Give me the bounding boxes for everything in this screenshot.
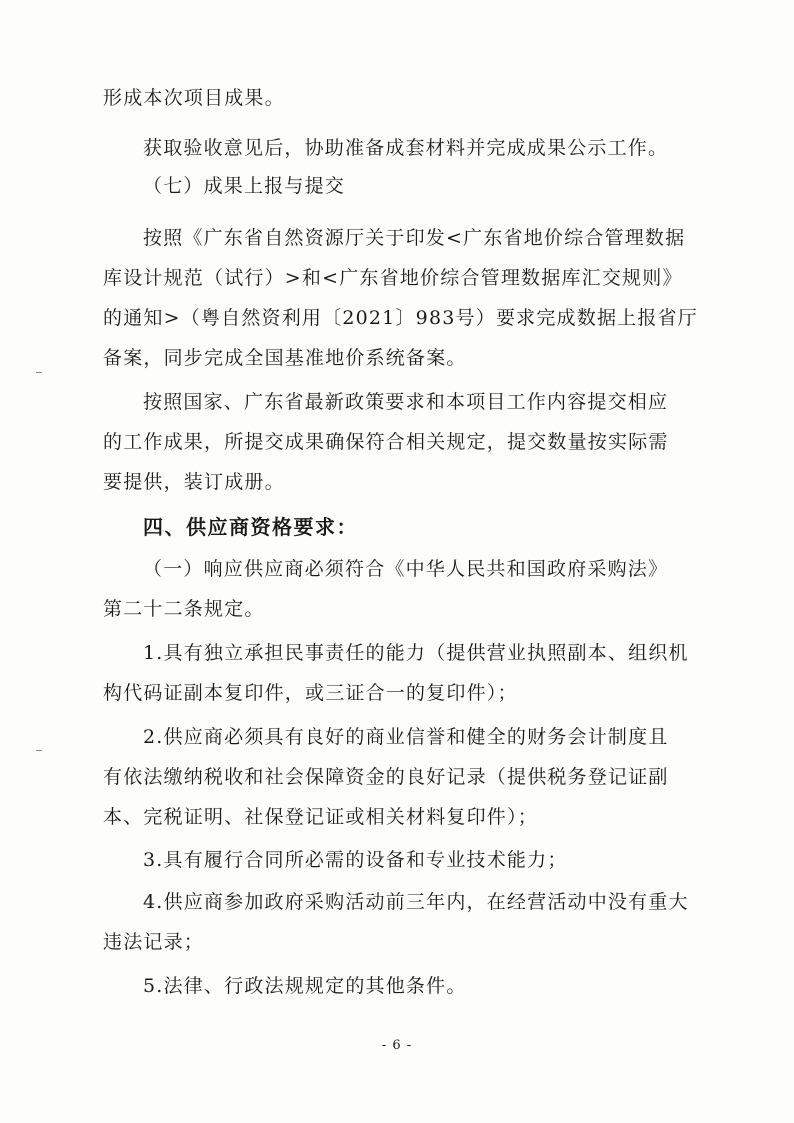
section-heading: 四、供应商资格要求：	[143, 515, 358, 539]
paragraph-line: 本、完税证明、社保登记证或相关材料复印件）；	[103, 806, 538, 828]
paragraph-line: 2.供应商必须具有良好的商业信誉和健全的财务会计制度且	[143, 726, 669, 748]
paragraph-line: 要提供，装订成册。	[103, 471, 285, 493]
paragraph-line: 违法记录；	[103, 931, 205, 953]
paragraph-line: 的通知>（粤自然资利用〔2021〕983号）要求完成数据上报省厅	[103, 307, 698, 329]
paragraph-line: 的工作成果，所提交成果确保符合相关规定，提交数量按实际需	[103, 431, 669, 453]
paragraph-line: 4.供应商参加政府采购活动前三年内，在经营活动中没有重大	[143, 891, 689, 913]
page-number: - 6 -	[381, 1038, 413, 1053]
paragraph-line: 形成本次项目成果。	[103, 87, 285, 109]
paragraph-line: 按照国家、广东省最新政策要求和本项目工作内容提交相应	[143, 391, 669, 413]
binding-mark	[36, 750, 42, 751]
paragraph-line: 库设计规范（试行）>和<广东省地价综合管理数据库汇交规则》	[103, 267, 683, 289]
paragraph-line: 5.法律、行政法规规定的其他条件。	[143, 975, 467, 997]
paragraph-line: 构代码证副本复印件，或三证合一的复印件）；	[103, 682, 518, 704]
paragraph-line: 有依法缴纳税收和社会保障资金的良好记录（提供税务登记证副	[103, 766, 669, 788]
section-subheading: （七）成果上报与提交	[143, 175, 346, 197]
binding-mark	[36, 372, 42, 373]
paragraph-line: 备案，同步完成全国基准地价系统备案。	[103, 347, 467, 369]
paragraph-line: （一）响应供应商必须符合《中华人民共和国政府采购法》	[143, 558, 669, 580]
paragraph-line: 第二十二条规定。	[103, 598, 265, 620]
paragraph-line: 获取验收意见后，协助准备成套材料并完成成果公示工作。	[143, 137, 669, 159]
paragraph-line: 1.具有独立承担民事责任的能力（提供营业执照副本、组织机	[143, 642, 689, 664]
paragraph-line: 3.具有履行合同所必需的设备和专业技术能力；	[143, 849, 568, 871]
paragraph-line: 按照《广东省自然资源厅关于印发<广东省地价综合管理数据	[143, 227, 686, 249]
